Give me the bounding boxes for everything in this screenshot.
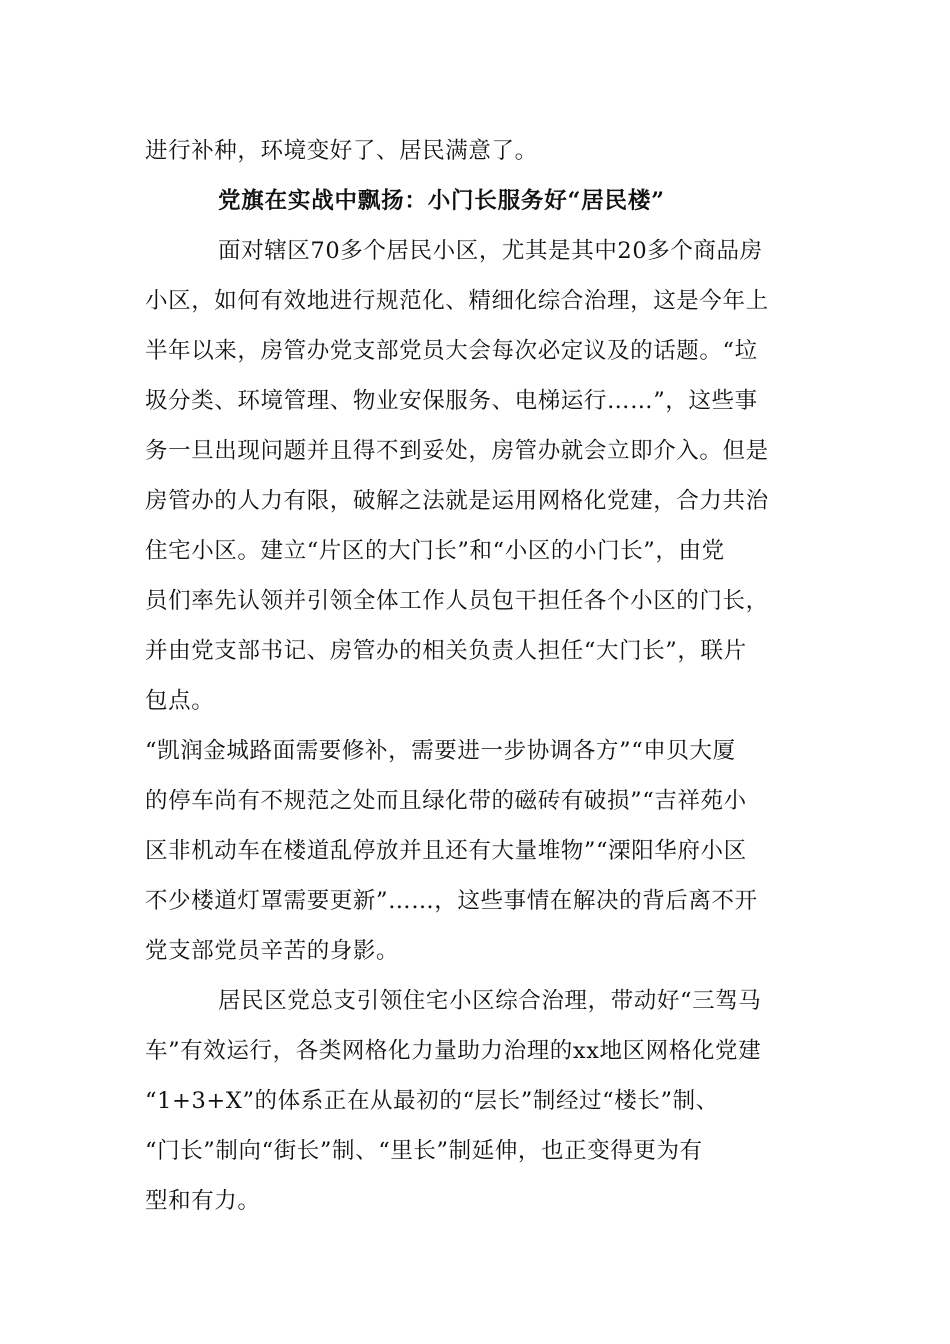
text-line: 并由党支部书记、房管办的相关负责人担任“大门长”，联片 xyxy=(145,638,747,664)
text-line: “门长”制向“街长”制、“里长”制延伸，也正变得更为有 xyxy=(145,1138,703,1164)
text-line: 型和有力。 xyxy=(145,1188,261,1214)
text-line: 小区，如何有效地进行规范化、精细化综合治理，这是今年上 xyxy=(145,288,769,314)
text-line: 住宅小区。建立“片区的大门长”和“小区的小门长”，由党 xyxy=(145,538,725,564)
text-line: “1+3+X”的体系正在从最初的“层长”制经过“楼长”制、 xyxy=(145,1088,719,1114)
text-line: 进行补种，环境变好了、居民满意了。 xyxy=(145,138,538,164)
text-line: “凯润金城路面需要修补，需要进一步协调各方”“申贝大厦 xyxy=(145,738,736,764)
text-line: 居民区党总支引领住宅小区综合治理，带动好“三驾马 xyxy=(218,988,762,1014)
text-line: 员们率先认领并引领全体工作人员包干担任各个小区的门长， xyxy=(145,588,769,614)
text-line: 半年以来，房管办党支部党员大会每次必定议及的话题。“垃 xyxy=(145,338,758,364)
text-line: 圾分类、环境管理、物业安保服务、电梯运行……”，这些事 xyxy=(145,388,758,414)
text-line: 包点。 xyxy=(145,688,215,714)
section-heading: 党旗在实战中飘扬：小门长服务好“居民楼” xyxy=(218,188,665,214)
text-line: 面对辖区70多个居民小区，尤其是其中20多个商品房 xyxy=(218,238,763,264)
text-line: 房管办的人力有限，破解之法就是运用网格化党建，合力共治 xyxy=(145,488,769,514)
text-line: 务一旦出现问题并且得不到妥处，房管办就会立即介入。但是 xyxy=(145,438,769,464)
text-line: 车”有效运行，各类网格化力量助力治理的xx地区网格化党建 xyxy=(145,1038,762,1064)
text-line: 不少楼道灯罩需要更新”……，这些事情在解决的背后离不开 xyxy=(145,888,758,914)
text-line: 区非机动车在楼道乱停放并且还有大量堆物”“溧阳华府小区 xyxy=(145,838,747,864)
text-line: 党支部党员辛苦的身影。 xyxy=(145,938,400,964)
text-line: 的停车尚有不规范之处而且绿化带的磁砖有破损”“吉祥苑小 xyxy=(145,788,747,814)
